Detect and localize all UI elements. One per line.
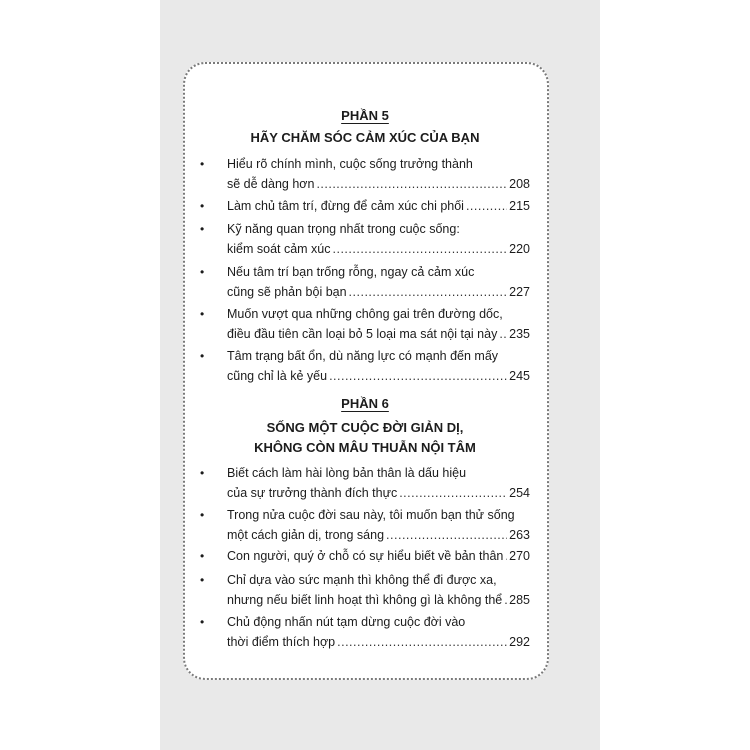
entry-title-line: Chủ động nhấn nút tạm dừng cuộc đời vào bbox=[227, 615, 466, 629]
entry-title-line: Hiểu rõ chính mình, cuộc sống trưởng thành bbox=[227, 157, 473, 171]
bullet-icon: • bbox=[200, 222, 205, 236]
entry-title-line: của sự trưởng thành đích thực bbox=[227, 486, 398, 500]
entry-last-line bbox=[227, 483, 530, 503]
entry-last-line bbox=[227, 590, 530, 610]
bullet-icon: • bbox=[200, 466, 205, 480]
dot-leader bbox=[337, 632, 507, 652]
bullet-icon: • bbox=[200, 265, 205, 279]
toc-entry[interactable] bbox=[200, 262, 530, 302]
page-number: 270 bbox=[509, 549, 530, 563]
bullet-icon: • bbox=[200, 615, 205, 629]
entry-last-line bbox=[227, 324, 530, 344]
entry-title-line: thời điểm thích hợp bbox=[227, 635, 336, 649]
dot-leader bbox=[505, 546, 507, 566]
section-6-part-label: PHẦN 6 bbox=[341, 396, 389, 411]
bullet-icon: • bbox=[200, 199, 205, 213]
entry-title-line: kiểm soát cảm xúc bbox=[227, 242, 331, 256]
entry-last-line bbox=[227, 546, 530, 566]
dot-leader bbox=[329, 366, 507, 386]
page-number: 208 bbox=[509, 177, 530, 191]
toc-entry[interactable] bbox=[200, 219, 530, 259]
page-number: 227 bbox=[509, 285, 530, 299]
entry-title-line: Làm chủ tâm trí, đừng để cảm xúc chi phối bbox=[227, 199, 464, 213]
toc-entry[interactable] bbox=[200, 196, 530, 216]
dot-leader bbox=[333, 239, 508, 259]
entry-title-line: một cách giản dị, trong sáng bbox=[227, 528, 385, 542]
entry-title-line: Chỉ dựa vào sức mạnh thì không thể đi được xa, bbox=[227, 573, 497, 587]
entry-last-line bbox=[227, 632, 530, 652]
toc-entry[interactable] bbox=[200, 304, 530, 344]
page-number: 220 bbox=[509, 242, 530, 256]
toc-entry[interactable] bbox=[200, 154, 530, 194]
page-number: 263 bbox=[509, 528, 530, 542]
page-number: 254 bbox=[509, 486, 530, 500]
section-5-part-label: PHẦN 5 bbox=[341, 108, 389, 123]
bullet-icon: • bbox=[200, 307, 205, 321]
toc-entry[interactable] bbox=[200, 612, 530, 652]
entry-title-line: cũng sẽ phản bội bạn bbox=[227, 285, 347, 299]
section-6-title-line-2: KHÔNG CÒN MÂU THUẪN NỘI TÂM bbox=[254, 440, 476, 455]
toc-entry[interactable] bbox=[200, 463, 530, 503]
entry-title-line: điều đầu tiên cần loại bỏ 5 loại ma sát nội tại này bbox=[227, 327, 498, 341]
page-number: 292 bbox=[509, 635, 530, 649]
page-number: 215 bbox=[509, 199, 530, 213]
entry-last-line bbox=[227, 282, 530, 302]
dot-leader bbox=[316, 174, 507, 194]
dot-leader bbox=[399, 483, 507, 503]
entry-title-line: cũng chỉ là kẻ yếu bbox=[227, 369, 328, 383]
page-number: 285 bbox=[509, 593, 530, 607]
entry-title-line: Trong nửa cuộc đời sau này, tôi muốn bạn thử sống bbox=[227, 508, 515, 522]
entry-title-line: Muốn vượt qua những chông gai trên đường dốc, bbox=[227, 307, 503, 321]
bullet-icon: • bbox=[200, 349, 205, 363]
bullet-icon: • bbox=[200, 157, 205, 171]
page-number: 235 bbox=[509, 327, 530, 341]
entry-title-line: sẽ dễ dàng hơn bbox=[227, 177, 315, 191]
section-5-title: HÃY CHĂM SÓC CẢM XÚC CỦA BẠN bbox=[250, 130, 480, 145]
dot-leader bbox=[386, 525, 507, 545]
entry-title-line: Tâm trạng bất ổn, dù năng lực có mạnh đến mấy bbox=[227, 349, 499, 363]
section-6-title-line-1: SỐNG MỘT CUỘC ĐỜI GIẢN DỊ, bbox=[266, 420, 464, 435]
entry-title-line: Con người, quý ở chỗ có sự hiểu biết về bản thân bbox=[227, 549, 504, 563]
bullet-icon: • bbox=[200, 549, 205, 563]
toc-entry[interactable] bbox=[200, 546, 530, 566]
entry-last-line bbox=[227, 525, 530, 545]
entry-title-line: Nếu tâm trí bạn trống rỗng, ngay cả cảm xúc bbox=[227, 265, 475, 279]
bullet-icon: • bbox=[200, 573, 205, 587]
toc-entry[interactable] bbox=[200, 570, 530, 610]
dot-leader bbox=[466, 196, 507, 216]
entry-last-line bbox=[227, 366, 530, 386]
dot-leader bbox=[504, 590, 507, 610]
entry-title-line: Biết cách làm hài lòng bản thân là dấu hiệu bbox=[227, 466, 467, 480]
entry-title-line: nhưng nếu biết linh hoạt thì không gì là không thể bbox=[227, 593, 503, 607]
toc-entry[interactable] bbox=[200, 505, 530, 545]
page-number: 245 bbox=[509, 369, 530, 383]
entry-last-line bbox=[227, 196, 530, 216]
toc-entry[interactable] bbox=[200, 346, 530, 386]
dot-leader bbox=[499, 324, 507, 344]
entry-last-line bbox=[227, 239, 530, 259]
entry-title-line: Kỹ năng quan trọng nhất trong cuộc sống: bbox=[227, 222, 460, 236]
dot-leader bbox=[349, 282, 508, 302]
entry-last-line bbox=[227, 174, 530, 194]
bullet-icon: • bbox=[200, 508, 205, 522]
